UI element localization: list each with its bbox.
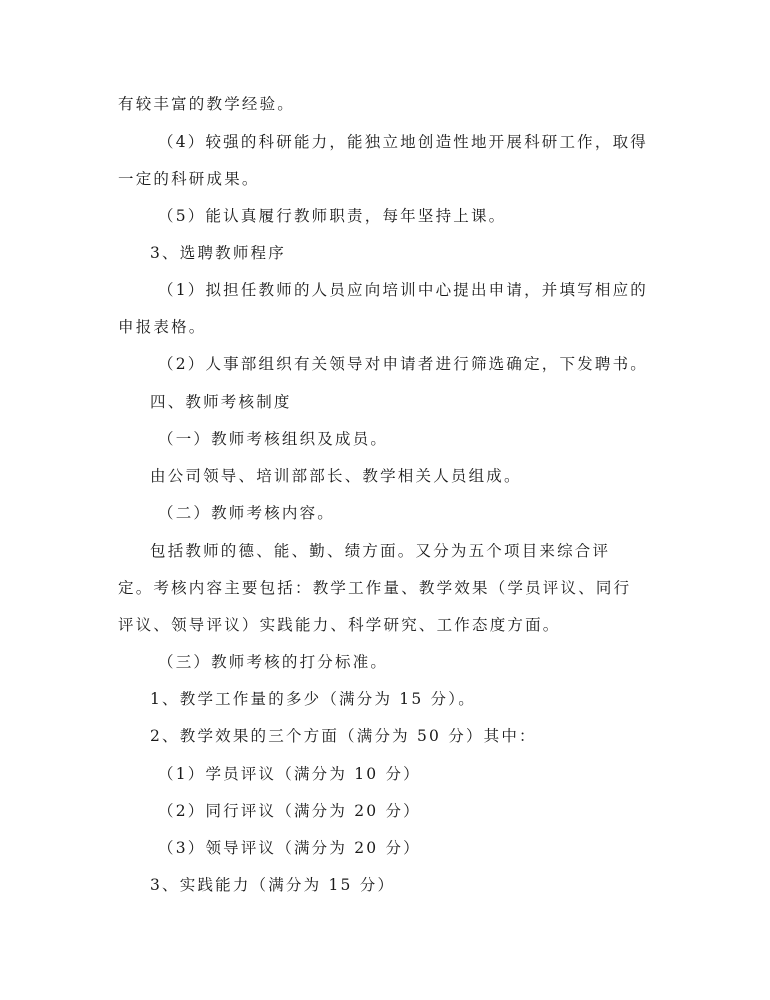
text-line: （5）能认真履行教师职责，每年坚持上课。 <box>158 207 507 225</box>
text-line: 一定的科研成果。 <box>118 170 260 188</box>
text-line: （4）较强的科研能力，能独立地创造性地开展科研工作，取得 <box>158 133 648 151</box>
text-line: （2）人事部组织有关领导对申请者进行筛选确定，下发聘书。 <box>158 355 648 373</box>
text-line: 3、实践能力（满分为 15 分） <box>150 876 396 894</box>
text-line: （3）领导评议（满分为 20 分） <box>158 839 421 857</box>
section-heading: 四、教师考核制度 <box>150 393 292 411</box>
text-line: （1）拟担任教师的人员应向培训中心提出申请，并填写相应的 <box>158 281 648 299</box>
text-line: （三）教师考核的打分标准。 <box>158 653 389 671</box>
text-line: （2）同行评议（满分为 20 分） <box>158 802 421 820</box>
text-line: 定。考核内容主要包括：教学工作量、教学效果（学员评议、同行 <box>118 579 632 597</box>
text-line: （一）教师考核组织及成员。 <box>158 430 389 448</box>
text-line: （二）教师考核内容。 <box>158 504 336 522</box>
text-line: 由公司领导、培训部部长、教学相关人员组成。 <box>150 467 522 485</box>
text-line: 评议、领导评议）实践能力、科学研究、工作态度方面。 <box>118 616 561 634</box>
text-line: 1、教学工作量的多少（满分为 15 分）。 <box>150 690 476 708</box>
text-line: （1）学员评议（满分为 10 分） <box>158 765 421 783</box>
text-line: 申报表格。 <box>118 318 207 336</box>
text-line: 2、教学效果的三个方面（满分为 50 分）其中： <box>150 727 537 745</box>
section-heading: 3、选聘教师程序 <box>150 244 286 262</box>
text-line: 包括教师的德、能、勤、绩方面。又分为五个项目来综合评 <box>150 542 611 560</box>
text-line: 有较丰富的教学经验。 <box>118 95 296 113</box>
